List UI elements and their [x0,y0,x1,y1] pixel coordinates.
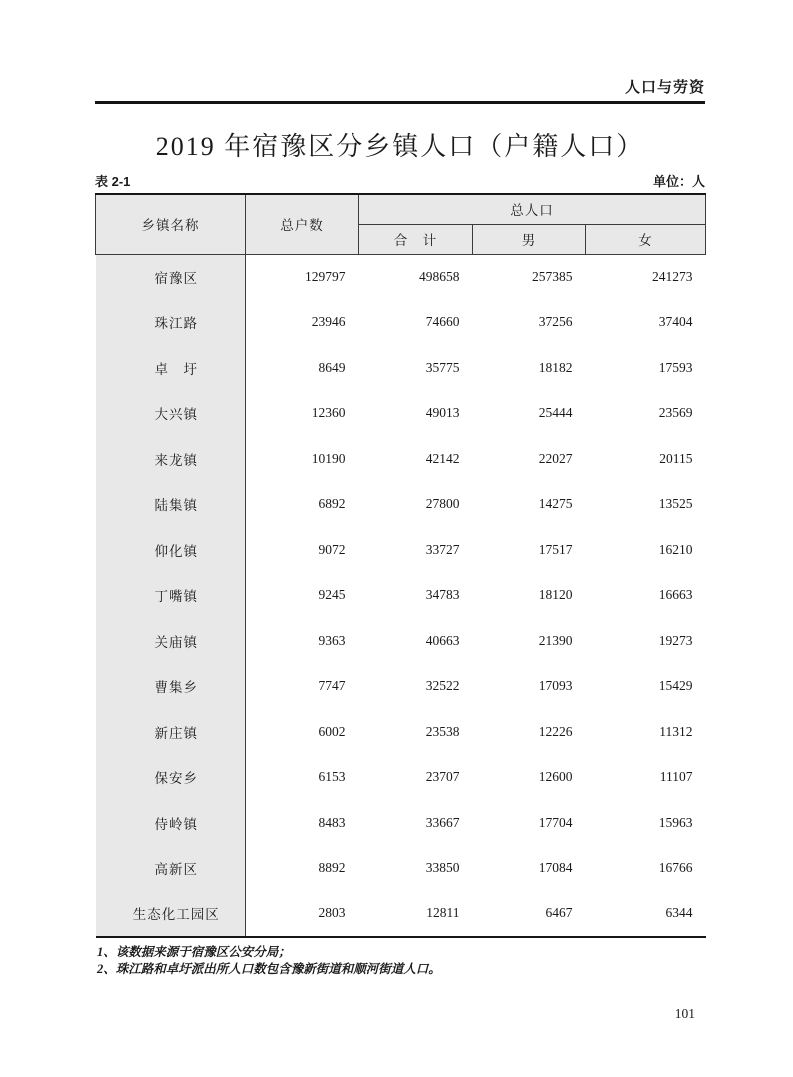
column-header-male: 男 [473,224,586,254]
table-number-label: 表 2-1 [95,174,131,189]
township-name-cell: 来龙镇 [96,436,246,482]
table-row [96,482,706,528]
households-cell: 12360 [311,405,346,421]
population-female-cell: 20115 [659,450,693,466]
township-name-cell: 珠江路 [96,300,246,346]
population-female-cell: 16210 [658,541,693,557]
population-male-cell: 257385 [532,269,573,284]
table-row [96,755,706,801]
table-row [96,436,706,482]
households-cell: 8483 [318,814,346,830]
table-row [96,846,706,892]
population-total-cell: 27800 [425,496,460,512]
households-cell: 7747 [318,678,346,694]
township-name-cell: 丁嘴镇 [96,573,246,619]
township-name-cell: 新庄镇 [96,709,246,755]
column-header-households: 总户数 [246,194,359,254]
population-male-cell: 6467 [545,905,573,921]
population-male-cell: 18120 [538,587,573,603]
households-cell: 6892 [318,496,346,512]
population-total-cell: 33727 [425,541,460,557]
households-cell: 8649 [318,359,346,375]
population-male-cell: 17704 [538,814,573,830]
population-male-cell: 14275 [538,496,573,512]
population-total-cell: 74660 [425,314,460,330]
table-row [96,345,706,391]
column-header-female: 女 [586,224,706,254]
population-male-cell: 17517 [538,541,573,557]
households-cell: 9363 [318,632,346,648]
population-total-cell: 34783 [425,587,460,603]
population-female-cell: 11312 [659,723,693,739]
population-female-cell: 15963 [658,814,693,830]
column-header-population-group: 总人口 [359,194,706,224]
table-row [96,527,706,573]
table-row [96,664,706,710]
page-content [95,0,705,1022]
population-total-cell: 33850 [425,860,460,876]
households-cell: 23946 [311,314,346,330]
note-line: 2、珠江路和卓圩派出所人口数包含豫新街道和顺河街道人口。 [97,961,441,976]
running-head: 人口与劳资 [624,79,705,96]
population-male-cell: 12226 [538,723,573,739]
table-row [96,391,706,437]
households-cell: 6153 [318,769,346,785]
unit-label: 单位：人 [652,174,705,189]
households-cell: 2803 [318,905,346,921]
population-male-cell: 25444 [538,405,573,421]
population-male-cell: 18182 [538,359,573,375]
table-notes [95,944,705,978]
township-name-cell: 保安乡 [96,755,246,801]
population-total-cell: 40663 [425,632,460,648]
township-name-cell: 陆集镇 [96,482,246,528]
page-number: 101 [674,1005,695,1021]
population-total-cell: 23538 [425,723,460,739]
population-female-cell: 19273 [658,632,693,648]
population-female-cell: 15429 [658,678,693,694]
population-table [95,193,706,938]
population-male-cell: 17084 [538,860,573,876]
column-header-total: 合 计 [359,224,473,254]
township-name-cell: 曹集乡 [96,664,246,710]
population-female-cell: 6344 [665,905,693,921]
population-total-cell: 33667 [425,814,460,830]
population-total-cell: 12811 [426,905,460,921]
township-name-cell: 高新区 [96,846,246,892]
population-total-cell: 23707 [425,769,460,785]
households-cell: 9072 [318,541,346,557]
population-total-cell: 498658 [419,269,460,284]
population-male-cell: 21390 [538,632,573,648]
table-row [96,800,706,846]
township-name-cell: 侍岭镇 [96,800,246,846]
population-female-cell: 241273 [652,269,693,284]
column-header-name: 乡镇名称 [96,194,246,254]
table-row [96,573,706,619]
table-body [96,254,706,937]
township-name-cell: 宿豫区 [96,254,246,300]
population-male-cell: 17093 [538,678,573,694]
population-total-cell: 42142 [425,450,460,466]
population-female-cell: 17593 [658,359,693,375]
population-male-cell: 12600 [538,769,573,785]
table-meta-row [95,172,705,190]
households-cell: 9245 [318,587,346,603]
population-total-cell: 35775 [425,359,460,375]
township-name-cell: 卓 圩 [96,345,246,391]
population-female-cell: 16766 [658,860,693,876]
table-header [96,194,706,254]
population-total-cell: 32522 [425,678,460,694]
township-name-cell: 仰化镇 [96,527,246,573]
note-line: 1、该数据来源于宿豫区公安分局； [97,944,291,959]
households-cell: 10190 [311,450,346,466]
population-male-cell: 37256 [538,314,573,330]
population-female-cell: 23569 [658,405,693,421]
population-female-cell: 13525 [658,496,693,512]
table-row [96,254,706,300]
population-male-cell: 22027 [538,450,573,466]
population-female-cell: 37404 [658,314,693,330]
population-total-cell: 49013 [425,405,460,421]
households-cell: 129797 [305,269,346,284]
township-name-cell: 大兴镇 [96,391,246,437]
population-female-cell: 16663 [658,587,693,603]
households-cell: 6002 [318,723,346,739]
header-rule [95,101,705,104]
page-title: 2019 年宿豫区分乡镇人口（户籍人口） [155,132,645,161]
township-name-cell: 生态化工园区 [96,891,246,937]
table-row [96,300,706,346]
table-row [96,618,706,664]
population-female-cell: 11107 [659,769,693,785]
township-name-cell: 关庙镇 [96,618,246,664]
households-cell: 8892 [318,860,346,876]
table-row [96,891,706,937]
table-row [96,709,706,755]
